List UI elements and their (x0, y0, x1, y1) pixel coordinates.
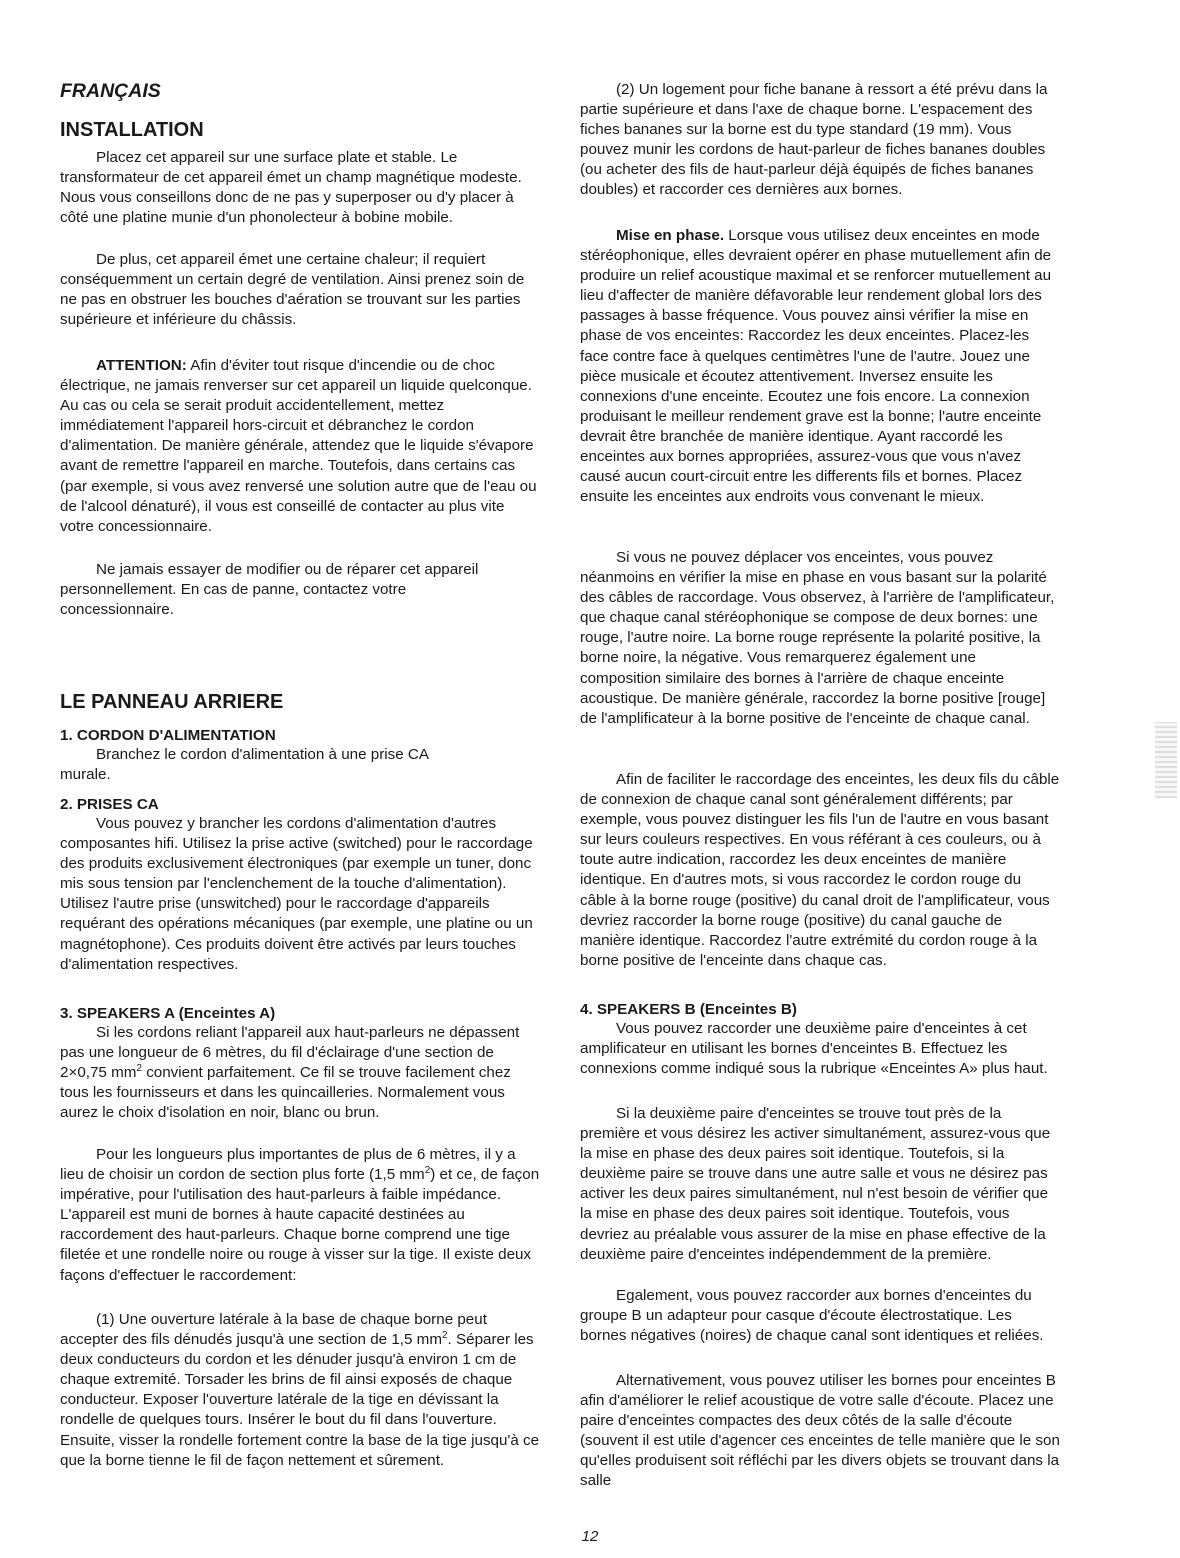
installation-paragraph-4: Ne jamais essayer de modifier ou de réparer cet appareil personnellement. En cas de panne, contactez votre concessionnaire. (60, 561, 479, 619)
installation-paragraph-1: Placez cet appareil sur une surface plate et stable. Le transformateur de cet appareil émet un champ magnétique modeste. Nous vous conseillons donc de ne pas y superposer ou d'y placer à côté une platine munie d'un phonolecteur à bobine mobile. (60, 149, 522, 227)
s3-p1-text-b: convient parfaitement. Ce fil se trouve facilement chez tous les fournisseurs et dans les quincailleries. Normalement vous aurez le choix d'isolation en noir, blanc ou brun. (60, 1064, 511, 1122)
s3-p2-text-b: ) et ce, de façon impérative, pour l'utilisation des haut-parleurs à faible impédance. L'appareil est muni de bornes à haute capacité destinées au raccordement des haut-parleurs. Chaque borne comprend une tige filetée et une rondelle noire ou rouge à visser sur la tige. Il existe deux façons d'effectuer le raccordement: (60, 1166, 540, 1284)
section-4-paragraph-3: Egalement, vous pouvez raccorder aux bornes d'enceintes du groupe B un adapteur pour casque d'écoute électrostatique. Les bornes négatives (noires) de chaque canal sont identiques et reliées. (580, 1287, 1044, 1345)
section-3-paragraph-3 (60, 1310, 540, 1471)
section-3-heading: 3. SPEAKERS A (Enceintes A) (60, 1005, 276, 1022)
installation-heading: INSTALLATION (60, 119, 204, 141)
scan-margin-mark (1155, 722, 1177, 798)
rear-panel-heading: LE PANNEAU ARRIERE (60, 691, 284, 713)
phasing-paragraph (580, 226, 1060, 507)
s3-p1-text-a: Si les cordons reliant l'appareil aux haut-parleurs ne dépassent pas une longueur de 6 mètres, du fil d'éclairage d'une section de 2×0,75 mm (60, 1024, 520, 1082)
section-4-paragraph-1: Vous pouvez raccorder une deuxième paire d'enceintes à cet amplificateur en utilisant les bornes d'enceintes B. Effectuez les connexions comme indiqué sous la rubrique «Enceintes A» plus haut. (580, 1020, 1048, 1078)
section-2-paragraph: Vous pouvez y brancher les cordons d'alimentation d'autres composantes hifi. Utilisez la prise active (switched) pour le raccordage des produits exclusivement électroniques (par exemple un tuner, donc mis sous tension par l'enclenchement de la touche d'alimentation). Utilisez l'autre prise (unswitched) pour le raccordage d'appareils requérant des opérations mécaniques (par exemple, une platine ou un magnétophone). Ces produits doivent être activés par leurs touches d'alimentation respectives. (60, 815, 533, 973)
s3-p3-superscript: 2 (441, 1330, 448, 1342)
s3-p2-text-a: Pour les longueurs plus importantes de plus de 6 mètres, il y a lieu de choisir un cordon de section plus forte (1,5 mm (60, 1146, 516, 1184)
section-4-paragraph-4: Alternativement, vous pouvez utiliser les bornes pour enceintes B afin d'améliorer le relief acoustique de votre salle d'écoute. Placez une paire d'enceintes compactes des deux côtés de la salle d'écoute (souvent il est utile d'agencer ces enceintes de telle manière que le son qu'elles produisent soit réfléchi par les divers objets se trouvant dans la salle (580, 1372, 1060, 1490)
s3-p3-text-b: . Séparer les deux conducteurs du cordon et les dénuder jusqu'à environ 1 cm de chaque extremité. Torsader les brins de fil ainsi exposés de chaque conducteur. Exposer l'ouverture latérale de la tige en dévissant la rondelle de quelques tours. Insérer le bout du fil dans l'ouverture. Ensuite, visser la rondelle fortement contre la base de la tige jusqu'à ce que la borne tienne le fil de façon nettement et sûrement. (60, 1331, 540, 1469)
s3-p3-text-a: (1) Une ouverture latérale à la base de chaque borne peut accepter des fils dénudés jusqu'à une section de 1,5 mm (60, 1311, 487, 1349)
banana-plug-paragraph: (2) Un logement pour fiche banane à ressort a été prévu dans la partie supérieure et dans l'axe de chaque borne. L'espacement des fiches bananes sur la borne est du type standard (19 mm). Vous pouvez munir les cordons de haut-parleur de fiches bananes doubles (ou acheter des fils de haut-parleur déjà équipés de fiches bananes doubles) et raccorder ces dernières aux bornes. (580, 81, 1048, 199)
phasing-text: Lorsque vous utilisez deux enceintes en mode stéréophonique, elles devraient opérer en phase mutuellement afin de produire un relief acoustique maximal et se renforcer mutuellement au lieu d'affecter de manière défavorable leur rendement global lors des passages à basse fréquence. Vous pouvez ainsi vérifier la mise en phase de vos enceintes: Raccordez les deux enceintes. Placez-les face contre face à quelques centimètres l'une de l'autre. Jouez une pièce musicale et écoutez attentivement. Inversez ensuite les connexions d'une enceinte. Ecoutez une fois encore. La connexion produisant le meilleur rendement grave est la bonne; l'autre enceinte devrait être branchée de manière identique. Ayant raccordé les enceintes aux bornes appropriées, assurez-vous que vous n'avez causé aucun court-circuit entre les differents fils et bornes. Placez ensuite les enceintes aux endroits vous convenant le mieux. (580, 227, 1052, 506)
section-1-heading: 1. CORDON D'ALIMENTATION (60, 727, 276, 744)
s3-p1-superscript: 2 (136, 1063, 142, 1075)
polarity-paragraph: Si vous ne pouvez déplacer vos enceintes, vous pouvez néanmoins en vérifier la mise en phase en vous basant sur la polarité des câbles de raccordage. Vous observez, à l'arrière de l'amplificateur, que chaque canal stéréophonique se compose de deux bornes: une rouge, l'autre noire. La borne rouge représente la polarité positive, la borne noire, la négative. Vous remarquerez également une composition similaire des bornes à l'arrière de chaque enceinte acoustique. De manière générale, raccordez la borne positive [rouge] de l'amplificateur à la borne positive de l'enceinte de chaque canal. (580, 549, 1055, 727)
section-2-heading: 2. PRISES CA (60, 796, 159, 813)
page-number: 12 (581, 1528, 599, 1545)
section-1-paragraph: Branchez le cordon d'alimentation à une prise CA murale. (60, 746, 429, 784)
section-4-paragraph-2: Si la deuxième paire d'enceintes se trouve tout près de la première et vous désirez les activer simultanément, assurez-vous que la mise en phase des deux paires soit identique. Toutefois, si la deuxième paire se trouve dans une autre salle et vous ne désirez pas activer les deux paires simultanément, nul n'est besoin de vérifier que la mise en phase des deux paires soit identique. Toutefois, vous devriez au préalable vous assurer de la mise en phase effective de la deuxième paire d'enceintes indépendemment de la première. (580, 1105, 1051, 1263)
attention-text: Afin d'éviter tout risque d'incendie ou de choc électrique, ne jamais renverser sur cet appareil un liquide quelconque. Au cas ou cela se serait produit accidentellement, mettez immédiatement l'appareil hors-circuit et débranchez le cordon d'alimentation. De manière générale, attendez que le liquide s'évapore avant de remettre l'appareil en marche. Toutefois, dans certains cas (par exemple, si vous avez renversé une solution autre que de l'eau ou de l'alcool dénaturé), il vous est conseillé de contacter au plus vite votre concessionnaire. (60, 357, 537, 535)
section-4-heading: 4. SPEAKERS B (Enceintes B) (580, 1001, 797, 1018)
wire-colors-paragraph: Afin de faciliter le raccordage des enceintes, les deux fils du câble de connexion de chaque canal sont généralement différents; par exemple, vous pouvez distinguer les fils l'un de l'autre en vous basant sur leurs couleurs respectives. En vous référant à ces couleurs, ou à toute autre indication, raccordez les deux enceintes de manière identique. En d'autres mots, si vous raccordez le cordon rouge du câble à la borne rouge (positive) du canal droit de l'amplificateur, vous devriez raccorder la borne rouge (positive) du canal gauche de manière identique. Raccordez l'autre extrémité du cordon rouge à la borne positive de l'enceinte dans chaque cas. (580, 771, 1060, 969)
attention-paragraph (60, 356, 540, 537)
s3-p2-superscript: 2 (424, 1165, 431, 1177)
language-title: FRANÇAIS (60, 80, 161, 102)
section-3-paragraph-1 (60, 1023, 540, 1123)
section-3-paragraph-2 (60, 1145, 540, 1286)
attention-label: ATTENTION: (96, 357, 187, 374)
installation-paragraph-2: De plus, cet appareil émet une certaine chaleur; il requiert conséquemment un certain degré de ventilation. Ainsi prenez soin de ne pas en obstruer les bouches d'aération se trouvant sur les parties supérieure et inférieure du châssis. (60, 251, 525, 329)
phasing-label: Mise en phase. (616, 227, 725, 244)
